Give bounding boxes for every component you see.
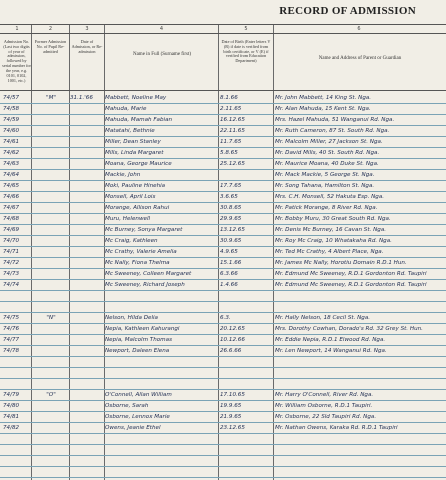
admission-number: 74/65 <box>3 183 20 189</box>
admission-date <box>70 423 104 434</box>
section-letter <box>33 170 69 181</box>
parent-guardian: Mr. Harry O'Connell, River Rd. Nga. <box>275 392 374 398</box>
parent-guardian: Mr. James Mc Nally, Horotiu Domain R.D.1 Hun. <box>275 260 407 266</box>
section-letter <box>33 280 69 291</box>
section-letter <box>33 412 69 423</box>
date-of-birth: 29.9.65 <box>220 216 242 222</box>
admission-number: 74/59 <box>3 117 20 123</box>
section-letter <box>33 115 69 126</box>
header-name: Name in Full (Surname first) <box>132 52 192 57</box>
admission-date <box>70 104 104 115</box>
date-of-birth: 1.4.66 <box>220 282 238 288</box>
admission-number: 74/57 <box>3 95 20 101</box>
parent-guardian: Mr. Eddie Nepia, R.D.1 Elwood Rd. Nga. <box>275 337 386 343</box>
admission-date <box>70 192 104 203</box>
pupil-name: Mc Craig, Kathleen <box>105 238 158 244</box>
date-of-birth: 5.8.65 <box>220 150 238 156</box>
pupil-name: Mahuda, Mamah Fabian <box>105 117 173 123</box>
admission-number: 74/80 <box>3 403 20 409</box>
date-of-birth: 21.9.65 <box>220 414 242 420</box>
section-letter <box>33 335 69 346</box>
parent-guardian: Mr. Denis Mc Burney, 16 Cavan St. Nga. <box>275 227 387 233</box>
section-letter: "N" <box>46 315 56 321</box>
header-top-rule <box>0 24 446 25</box>
admission-number: 74/58 <box>3 106 20 112</box>
admission-date <box>70 181 104 192</box>
admission-date <box>70 324 104 335</box>
parent-guardian: Mr. Edmund Mc Sweeney, R.D.1 Gordonton Rd. Taupiri <box>275 282 427 288</box>
column-number: 3 <box>85 26 89 32</box>
admission-date <box>70 390 104 401</box>
parent-guardian: Mr. Song Tahana, Hamilton St. Nga. <box>275 183 375 189</box>
pupil-name: Matatahi, Bethnie <box>105 128 155 134</box>
parent-guardian: Mr. Edmund Mc Sweeney, R.D.1 Gordonton Rd. Taupiri <box>275 271 427 277</box>
column-number: 2 <box>48 26 53 32</box>
admission-number: 74/78 <box>3 348 20 354</box>
admission-number: 74/76 <box>3 326 20 332</box>
date-of-birth: 4.9.65 <box>220 249 238 255</box>
admission-number: 74/72 <box>3 260 20 266</box>
section-letter <box>33 203 69 214</box>
admission-date: 31.1.'66 <box>70 95 93 101</box>
pupil-name: Morange, Allison Rahui <box>105 205 170 211</box>
pupil-name: Moana, George Maurice <box>105 161 172 167</box>
admission-number: 74/61 <box>3 139 20 145</box>
admission-date <box>70 170 104 181</box>
parent-guardian: Mr. Hally Nelson, 18 Cecil St. Nga. <box>275 315 371 321</box>
date-of-birth: 11.7.65 <box>220 139 242 145</box>
ruled-line <box>0 301 446 302</box>
pupil-name: Monsell, April Lois <box>105 194 156 200</box>
date-of-birth: 30.9.65 <box>220 238 242 244</box>
header-admission-no: Admission No. (Last two digits of year of admission, followed by serial number for the year, e.g. 0101, 0102, 1001, etc.) <box>2 39 31 83</box>
admission-number: 74/73 <box>3 271 20 277</box>
date-of-birth: 8.1.66 <box>220 95 238 101</box>
pupil-name: Muru, Helenwell <box>105 216 151 222</box>
section-letter <box>33 126 69 137</box>
admission-date <box>70 247 104 258</box>
admission-date <box>70 203 104 214</box>
date-of-birth: 3.6.65 <box>220 194 238 200</box>
section-letter <box>33 225 69 236</box>
parent-guardian: Mrs. Dorothy Cowhan, Dorado's Rd. 32 Grey St. Hun. <box>275 326 423 332</box>
date-of-birth: 20.12.65 <box>220 326 245 332</box>
admission-number: 74/82 <box>3 425 20 431</box>
pupil-name: Miller, Dean Stanley <box>105 139 161 145</box>
date-of-birth: 10.12.66 <box>220 337 245 343</box>
section-letter: "O" <box>46 392 56 398</box>
section-letter <box>33 401 69 412</box>
pupil-name: Owens, Jeanie Ethel <box>105 425 161 431</box>
pupil-name: Mackie, John <box>105 172 141 178</box>
section-letter <box>33 137 69 148</box>
pupil-name: Nepia, Malcolm Thomas <box>105 337 172 343</box>
date-of-birth <box>220 170 272 181</box>
column-number: 4 <box>159 26 164 32</box>
pupil-name: Osborne, Lennox Marie <box>105 414 170 420</box>
section-letter <box>33 148 69 159</box>
date-of-birth: 26.6.66 <box>220 348 242 354</box>
admission-number: 74/69 <box>3 227 20 233</box>
parent-guardian: Mr. David Mills, 40 St. South Rd. Nga. <box>275 150 380 156</box>
admission-date <box>70 412 104 423</box>
ruled-line <box>0 455 446 456</box>
admission-number: 74/75 <box>3 315 20 321</box>
date-of-birth: 30.8.65 <box>220 205 242 211</box>
pupil-name: Mc Nally, Fiona Thelma <box>105 260 170 266</box>
section-letter <box>33 258 69 269</box>
admission-date <box>70 225 104 236</box>
parent-guardian: Mr. Ted Mc Crathy, 4 Albert Place, Nga. <box>275 249 384 255</box>
parent-guardian: Mr. Len Newport, 14 Wanganui Rd. Nga. <box>275 348 387 354</box>
admission-date <box>70 401 104 412</box>
date-of-birth: 16.12.65 <box>220 117 245 123</box>
parent-guardian: Mr. Maurice Moana, 40 Duke St. Nga. <box>275 161 379 167</box>
parent-guardian: Mr. Mack Mackie, 5 George St. Nga. <box>275 172 375 178</box>
admission-number: 74/77 <box>3 337 20 343</box>
admission-number: 74/62 <box>3 150 20 156</box>
admission-date <box>70 137 104 148</box>
pupil-name: Mc Crathy, Valerie Amelia <box>105 249 177 255</box>
pupil-name: Nepia, Kathleen Kahurangi <box>105 326 180 332</box>
ruled-line <box>0 444 446 445</box>
admission-date <box>70 280 104 291</box>
section-letter: "M" <box>46 95 56 101</box>
column-number: 5 <box>244 26 248 32</box>
parent-guardian: Mr. Alan Mahuda, 15 Kent St. Nga. <box>275 106 371 112</box>
pupil-name: Mabbett, Noeline May <box>105 95 167 101</box>
admission-date <box>70 269 104 280</box>
admission-number: 74/63 <box>3 161 20 167</box>
admission-number: 74/67 <box>3 205 20 211</box>
pupil-name: Moki, Pauline Hinehia <box>105 183 166 189</box>
date-of-birth: 25.12.65 <box>220 161 245 167</box>
ruled-line <box>0 466 446 467</box>
admission-number: 74/70 <box>3 238 20 244</box>
section-letter <box>33 423 69 434</box>
header-dob: Date of Birth (Enter letters V (R) if date is verified from birth certificate, or V (E) if verified from Education Department) <box>221 39 271 64</box>
pupil-name: Mc Sweeney, Richard Joseph <box>105 282 185 288</box>
admission-date <box>70 236 104 247</box>
section-letter <box>33 104 69 115</box>
parent-guardian: Mr. Malcolm Miller, 27 Jackson St. Nga. <box>275 139 383 145</box>
admission-date <box>70 258 104 269</box>
header-former-admission: Former Admission No. of Pupil Re-admitted <box>34 39 67 54</box>
admission-number: 74/68 <box>3 216 20 222</box>
pupil-name: Osborne, Sarah <box>105 403 149 409</box>
parent-guardian: Mr. John Mabbett, 14 King St. Nga. <box>275 95 372 101</box>
admission-date <box>70 159 104 170</box>
section-letter <box>33 324 69 335</box>
ruled-line <box>0 367 446 368</box>
pupil-name: O'Connell, Allan William <box>105 392 172 398</box>
admission-date <box>70 214 104 225</box>
date-of-birth: 13.12.65 <box>220 227 245 233</box>
header-parent: Name and Address of Parent or Guardian <box>318 56 402 61</box>
column-number-rule <box>0 33 446 34</box>
column-number: 6 <box>357 26 361 32</box>
parent-guardian: Mr. Roy Mc Craig, 10 Whatakaha Rd. Nga. <box>275 238 392 244</box>
header-bottom-rule <box>0 90 446 91</box>
parent-guardian: Mr. Osborne, 22 Sld Taupiri Rd. Nga. <box>275 414 377 420</box>
pupil-name: Newport, Daleen Elena <box>105 348 170 354</box>
header-date-admission: Date of Admission, or Re-admission <box>71 39 103 54</box>
section-letter <box>33 269 69 280</box>
parent-guardian: Mr. Nathan Owens, Karaka Rd. R.D.1 Taupiri <box>275 425 398 431</box>
pupil-name: Mc Sweeney, Colleen Margaret <box>105 271 192 277</box>
parent-guardian: Mrs. Hazel Mahuda, 51 Wanganui Rd. Nga. <box>275 117 395 123</box>
date-of-birth: 17.7.65 <box>220 183 242 189</box>
date-of-birth: 2.11.65 <box>220 106 242 112</box>
parent-guardian: Mr. Bobby Muru, 30 Great South Rd. Nga. <box>275 216 391 222</box>
admission-date <box>70 335 104 346</box>
parent-guardian: Mr. Ruth Cameron, 87 St. South Rd. Nga. <box>275 128 390 134</box>
admission-number: 74/81 <box>3 414 20 420</box>
admission-date <box>70 115 104 126</box>
admission-number: 74/79 <box>3 392 20 398</box>
admission-number: 74/60 <box>3 128 20 134</box>
parent-guardian: Mrs. C.H. Monsell, 52 Hakuta Esp. Nga. <box>275 194 385 200</box>
pupil-name: Mills, Linda Margaret <box>105 150 164 156</box>
admission-date <box>70 126 104 137</box>
pupil-name: Mahuda, Marie <box>105 106 147 112</box>
date-of-birth: 15.1.66 <box>220 260 242 266</box>
admission-date <box>70 148 104 159</box>
section-letter <box>33 159 69 170</box>
date-of-birth: 19.9.65 <box>220 403 242 409</box>
section-letter <box>33 247 69 258</box>
date-of-birth: 6.3. <box>220 315 231 321</box>
date-of-birth: 22.11.65 <box>220 128 245 134</box>
ruled-line <box>0 477 446 478</box>
section-letter <box>33 236 69 247</box>
admission-date <box>70 313 104 324</box>
admission-number: 74/74 <box>3 282 20 288</box>
parent-guardian: Mr. William Osborne, R.D.1 Taupiri. <box>275 403 373 409</box>
ruled-line <box>0 378 446 379</box>
date-of-birth: 6.3.66 <box>220 271 238 277</box>
date-of-birth: 17.10.65 <box>220 392 245 398</box>
admission-number: 74/64 <box>3 172 20 178</box>
section-letter <box>33 214 69 225</box>
pupil-name: Mc Burney, Sonya Margaret <box>105 227 183 233</box>
page-title: RECORD OF ADMISSION <box>279 5 416 17</box>
section-letter <box>33 181 69 192</box>
section-letter <box>33 346 69 357</box>
parent-guardian: Mr. Patick Morange, 8 River Rd. Nga. <box>275 205 378 211</box>
column-number: 1 <box>15 26 19 32</box>
section-letter <box>33 192 69 203</box>
pupil-name: Nelson, Hilda Delia <box>105 315 158 321</box>
admission-date <box>70 346 104 357</box>
date-of-birth: 23.12.65 <box>220 425 245 431</box>
admission-number: 74/66 <box>3 194 20 200</box>
admission-number: 74/71 <box>3 249 20 255</box>
